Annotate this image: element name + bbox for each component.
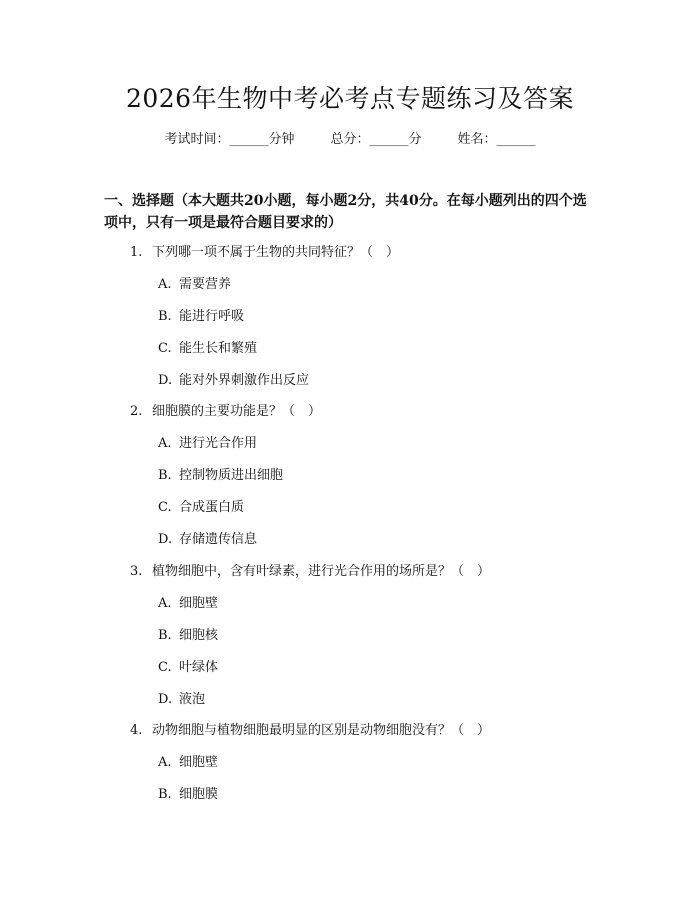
question-text: 细胞膜的主要功能是？（ ） xyxy=(152,404,322,419)
option-letter: C. xyxy=(158,341,172,356)
option-text: 能对外界刺激作出反应 xyxy=(179,373,310,388)
option-letter: D. xyxy=(158,692,173,707)
question-1-option-a xyxy=(158,275,231,295)
option-letter: A. xyxy=(158,755,172,770)
question-2-option-c xyxy=(158,498,244,518)
option-text: 控制物质进出细胞 xyxy=(179,468,284,483)
exam-meta xyxy=(0,130,700,150)
option-letter: B. xyxy=(158,787,172,802)
question-3-option-c xyxy=(158,658,218,678)
exam-score: 总分：______分 xyxy=(330,132,422,147)
option-text: 细胞壁 xyxy=(179,755,219,770)
question-number: 1. xyxy=(130,245,143,260)
option-text: 叶绿体 xyxy=(179,660,219,675)
question-3-option-d xyxy=(158,690,205,710)
question-4 xyxy=(130,721,490,741)
section-heading-line2: 项中，只有一项是最符合题目要求的） xyxy=(104,215,342,231)
option-text: 细胞膜 xyxy=(179,787,219,802)
section-heading-line1: 一、选择题（本大题共20小题，每小题2分，共40分。在每小题列出的四个选 xyxy=(104,193,587,209)
question-2-option-d xyxy=(158,530,257,550)
question-4-option-a xyxy=(158,753,218,773)
option-letter: C. xyxy=(158,500,172,515)
option-letter: C. xyxy=(158,660,172,675)
question-4-option-b xyxy=(158,785,218,805)
option-letter: A. xyxy=(158,277,172,292)
option-letter: D. xyxy=(158,532,173,547)
question-number: 3. xyxy=(130,564,143,579)
exam-name: 姓名：______ xyxy=(457,132,536,147)
option-letter: D. xyxy=(158,373,173,388)
question-1 xyxy=(130,243,399,263)
question-2-option-b xyxy=(158,466,283,486)
question-number: 4. xyxy=(130,723,143,738)
question-3-option-a xyxy=(158,594,218,614)
question-1-option-d xyxy=(158,371,309,391)
question-text: 动物细胞与植物细胞最明显的区别是动物细胞没有？（ ） xyxy=(152,723,491,738)
question-2 xyxy=(130,402,321,422)
option-text: 存储遗传信息 xyxy=(179,532,258,547)
option-text: 合成蛋白质 xyxy=(179,500,245,515)
option-letter: A. xyxy=(158,596,172,611)
question-3-option-b xyxy=(158,626,218,646)
question-3 xyxy=(130,562,490,582)
exam-time: 考试时间：______分钟 xyxy=(164,132,295,147)
option-text: 细胞壁 xyxy=(179,596,219,611)
question-text: 下列哪一项不属于生物的共同特征？（ ） xyxy=(152,245,400,260)
question-1-option-c xyxy=(158,339,257,359)
question-number: 2. xyxy=(130,404,143,419)
option-text: 进行光合作用 xyxy=(179,436,258,451)
option-letter: A. xyxy=(158,436,172,451)
option-text: 能进行呼吸 xyxy=(179,309,245,324)
option-letter: B. xyxy=(158,309,172,324)
option-text: 能生长和繁殖 xyxy=(179,341,258,356)
question-2-option-a xyxy=(158,434,257,454)
question-text: 植物细胞中，含有叶绿素，进行光合作用的场所是？（ ） xyxy=(152,564,491,579)
option-text: 需要营养 xyxy=(179,277,232,292)
page-title: 2026年生物中考必考点专题练习及答案 xyxy=(125,84,575,113)
section-heading xyxy=(104,190,604,234)
option-letter: B. xyxy=(158,468,172,483)
question-1-option-b xyxy=(158,307,244,327)
option-letter: B. xyxy=(158,628,172,643)
option-text: 液泡 xyxy=(179,692,206,707)
option-text: 细胞核 xyxy=(179,628,219,643)
